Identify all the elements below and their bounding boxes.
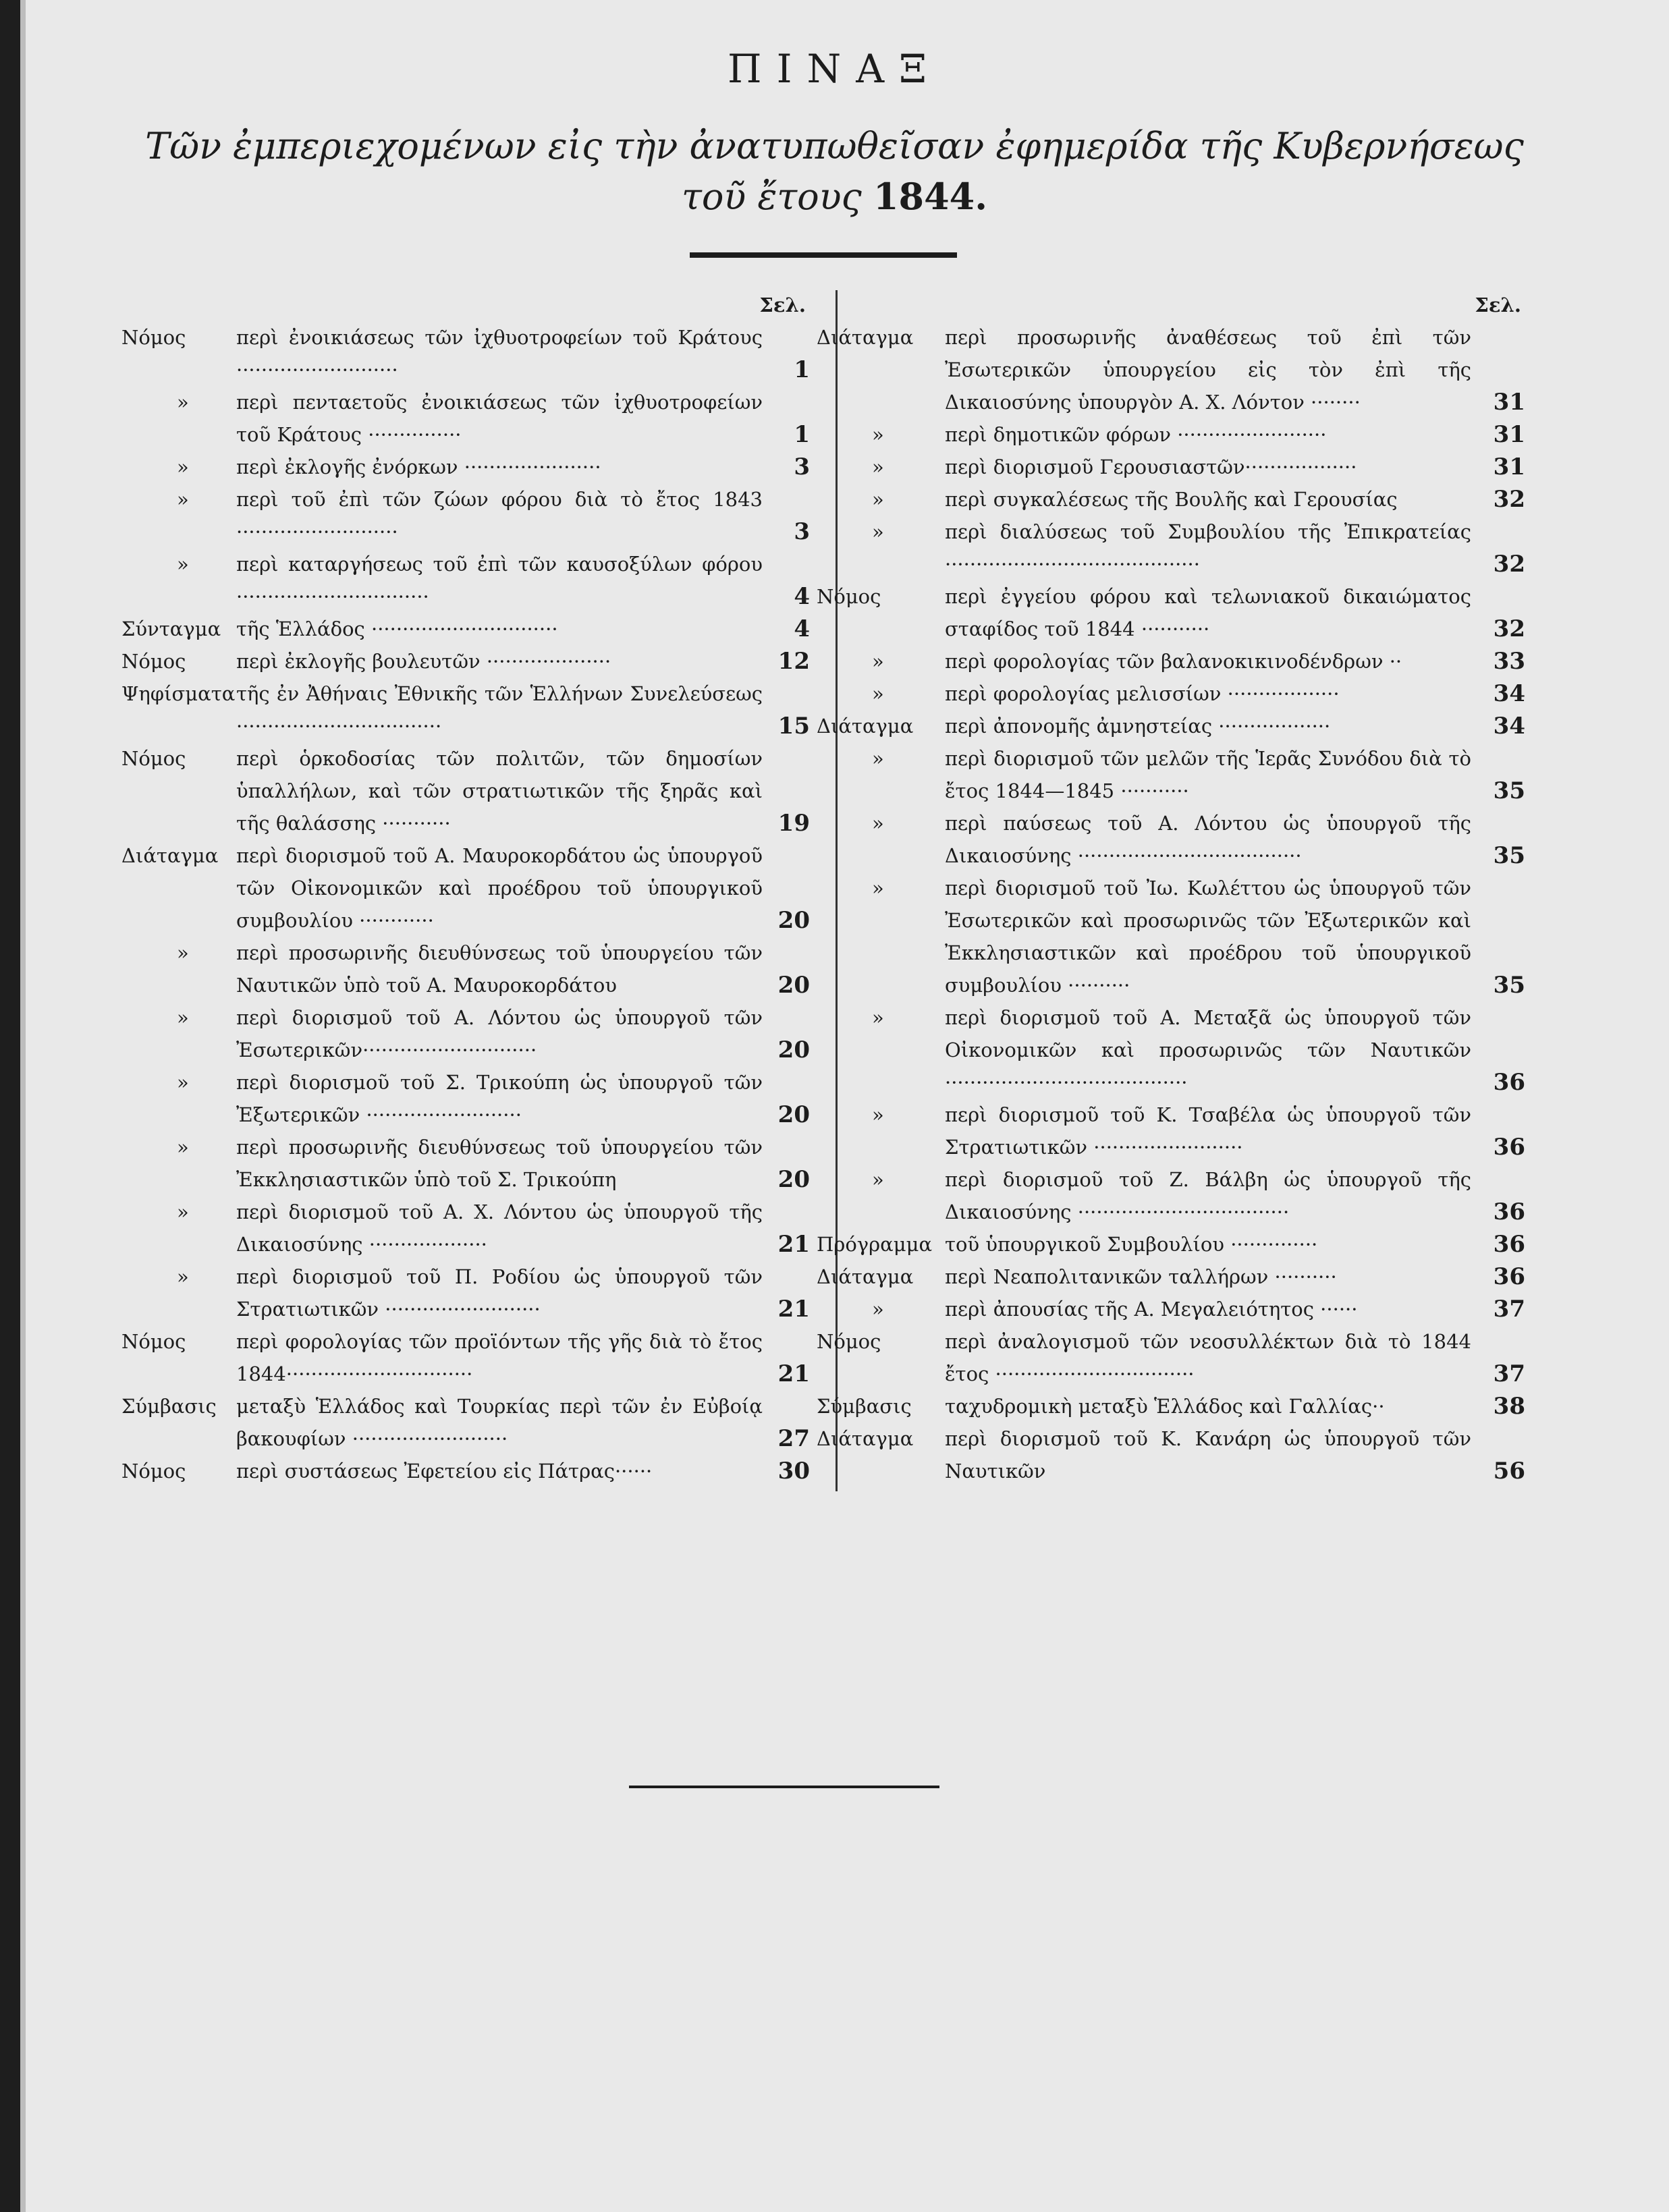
entry-kind: Νόμος (121, 650, 186, 673)
entry-kind: » (177, 1265, 189, 1288)
index-entry (817, 678, 1525, 710)
page-binding-edge (0, 0, 20, 2212)
entry-description: περὶ διορισμοῦ τοῦ Α. Λόντου ὡς ὑπουργοῦ τῶν Ἐσωτερικῶν···························· (236, 1006, 763, 1061)
page-gutter (20, 0, 26, 2212)
index-entry (817, 1099, 1525, 1163)
entry-description: περὶ ἀπονομῆς ἀμνηστείας ·················· (945, 715, 1331, 738)
entry-page-number: 32 (1493, 551, 1525, 578)
entry-page-number: 21 (777, 1231, 810, 1258)
entry-kind: » (177, 553, 189, 576)
entry-kind: Ψηφίσματα (121, 682, 236, 705)
entry-description: περὶ ἐγγείου φόρου καὶ τελωνιακοῦ δικαιώματος σταφίδος τοῦ 1844 ··········· (945, 585, 1471, 640)
entry-description: τῆς ἐν Ἀθήναις Ἐθνικῆς τῶν Ἑλλήνων Συνελεύσεως ································· (236, 682, 763, 738)
entry-description: περὶ διορισμοῦ τοῦ Α. Μαυροκορδάτου ὡς ὑπουργοῦ τῶν Οἰκονομικῶν καὶ προέδρου τοῦ ὑπουργικοῦ συμβουλίου ············ (236, 844, 763, 932)
index-entry (817, 872, 1525, 1001)
entry-kind: » (872, 1168, 884, 1191)
index-entry (121, 386, 810, 451)
entry-page-number: 32 (1493, 615, 1525, 642)
entry-kind: » (177, 391, 189, 414)
entry-description: περὶ διορισμοῦ Γερουσιαστῶν·················· (945, 455, 1357, 478)
entry-kind: Σύμβασις (121, 1395, 217, 1418)
index-entry (121, 451, 810, 483)
index-entry (817, 516, 1525, 580)
entry-page-number: 20 (777, 907, 810, 934)
entry-page-number: 30 (777, 1458, 810, 1485)
entry-page-number: 34 (1493, 713, 1525, 740)
left-entry-list (121, 321, 810, 1487)
entry-kind: Πρόγραμμα (817, 1233, 933, 1256)
index-entry (121, 483, 810, 548)
index-entry (121, 1196, 810, 1261)
entry-page-number: 35 (1493, 842, 1525, 869)
entry-kind: Σύμβασις (817, 1395, 912, 1418)
index-entry (121, 1001, 810, 1066)
entry-page-number: 1 (794, 356, 810, 383)
index-entry (817, 580, 1525, 645)
entry-kind: » (872, 650, 884, 673)
entry-kind: » (872, 1006, 884, 1029)
entry-description: περὶ διορισμοῦ τοῦ Σ. Τρικούπη ὡς ὑπουργοῦ τῶν Ἐξωτερικῶν ························· (236, 1071, 763, 1126)
entry-description: περὶ διορισμοῦ τοῦ Α. Χ. Λόντου ὡς ὑπουργοῦ τῆς Δικαιοσύνης ··················· (236, 1200, 763, 1256)
entry-page-number: 20 (777, 972, 810, 999)
subtitle-year: 1844. (873, 175, 988, 218)
entry-page-number: 31 (1493, 453, 1525, 480)
entry-page-number: 12 (777, 648, 810, 675)
index-entry (817, 742, 1525, 807)
entry-page-number: 20 (777, 1101, 810, 1128)
entry-page-number: 20 (777, 1036, 810, 1063)
entry-description: περὶ προσωρινῆς διευθύνσεως τοῦ ὑπουργείου τῶν Ἐκκλησιαστικῶν ὑπὸ τοῦ Σ. Τρικούπη (236, 1136, 763, 1191)
entry-kind: Νόμος (121, 1330, 186, 1353)
entry-page-number: 3 (794, 453, 810, 480)
entry-kind: » (872, 423, 884, 446)
entry-page-number: 36 (1493, 1231, 1525, 1258)
entry-page-number: 31 (1493, 389, 1525, 416)
entry-page-number: 38 (1493, 1393, 1525, 1420)
index-entry (817, 451, 1525, 483)
entry-description: περὶ συστάσεως Ἐφετείου εἰς Πάτρας······ (236, 1460, 653, 1483)
index-entry (817, 645, 1525, 678)
index-entry (817, 418, 1525, 451)
entry-kind: Διάταγμα (121, 844, 219, 867)
index-entry (121, 1390, 810, 1455)
entry-kind: » (177, 1006, 189, 1029)
entry-kind: Διάταγμα (817, 1265, 914, 1288)
index-entry (121, 1325, 810, 1390)
entry-page-number: 35 (1493, 972, 1525, 999)
entry-description: περὶ ἀπουσίας τῆς Α. Μεγαλειότητος ······ (945, 1298, 1358, 1321)
entry-description: περὶ τοῦ ἐπὶ τῶν ζώων φόρου διὰ τὸ ἔτος 1843 ·························· (236, 488, 763, 543)
entry-description: περὶ δημοτικῶν φόρων ························ (945, 423, 1327, 446)
title-rule (690, 252, 957, 258)
entry-kind: » (872, 812, 884, 835)
entry-description: περὶ διορισμοῦ τῶν μελῶν τῆς Ἱερᾶς Συνόδου διὰ τὸ ἔτος 1844—1845 ··········· (945, 747, 1471, 802)
entry-description: τοῦ ὑπουργικοῦ Συμβουλίου ·············· (945, 1233, 1318, 1256)
entry-page-number: 56 (1493, 1458, 1525, 1485)
entry-kind: Νόμος (121, 747, 186, 770)
entry-page-number: 34 (1493, 680, 1525, 707)
subtitle-prefix: τοῦ ἔτους (681, 175, 862, 218)
entry-description: τῆς Ἑλλάδος ······························ (236, 617, 558, 640)
entry-description: περὶ καταργήσεως τοῦ ἐπὶ τῶν καυσοξύλων φόρου ······························· (236, 553, 763, 608)
index-entry (121, 742, 810, 839)
entry-kind: » (872, 455, 884, 478)
entry-kind: » (177, 488, 189, 511)
entry-kind: Νόμος (121, 1460, 186, 1483)
entry-kind: » (872, 520, 884, 543)
subtitle-line-2 (0, 171, 1669, 222)
entry-page-number: 37 (1493, 1296, 1525, 1323)
entry-kind: » (177, 1071, 189, 1094)
entry-page-number: 36 (1493, 1198, 1525, 1225)
entry-page-number: 20 (777, 1166, 810, 1193)
index-entry (817, 710, 1525, 742)
entry-page-number: 36 (1493, 1263, 1525, 1290)
entry-kind: » (872, 488, 884, 511)
entry-kind: Σύνταγμα (121, 617, 221, 640)
entry-kind: Νόμος (121, 326, 186, 349)
entry-kind: » (177, 941, 189, 964)
entry-description: περὶ διορισμοῦ τοῦ Κ. Κανάρη ὡς ὑπουργοῦ τῶν Ναυτικῶν (945, 1427, 1471, 1483)
page-column-header: Σελ. (759, 294, 806, 316)
entry-description: περὶ διορισμοῦ τοῦ Κ. Τσαβέλα ὡς ὑπουργοῦ τῶν Στρατιωτικῶν ························ (945, 1103, 1471, 1159)
entry-description: περὶ φορολογίας τῶν προϊόντων τῆς γῆς διὰ τὸ ἔτος 1844······························ (236, 1330, 763, 1385)
entry-page-number: 1 (794, 421, 810, 448)
entry-kind: Διάταγμα (817, 715, 914, 738)
index-entry (817, 807, 1525, 872)
entry-page-number: 4 (794, 583, 810, 610)
index-entry (121, 613, 810, 645)
subtitle-line-1: Τῶν ἐμπεριεχομένων εἰς τὴν ἀνατυπωθεῖσαν ἐφημερίδα τῆς Κυβερνήσεως (145, 125, 1524, 167)
entry-page-number: 37 (1493, 1360, 1525, 1387)
entry-kind: Νόμος (817, 1330, 881, 1353)
page-title: ΠΙΝΑΞ (728, 46, 941, 92)
page-subtitle (0, 121, 1669, 222)
entry-description: περὶ ἀναλογισμοῦ τῶν νεοσυλλέκτων διὰ τὸ 1844 ἔτος ································ (945, 1330, 1471, 1385)
index-entry (817, 1261, 1525, 1293)
entry-description: περὶ διαλύσεως τοῦ Συμβουλίου τῆς Ἐπικρατείας ········································· (945, 520, 1471, 576)
entry-kind: » (872, 1298, 884, 1321)
entry-description: περὶ προσωρινῆς διευθύνσεως τοῦ ὑπουργείου τῶν Ναυτικῶν ὑπὸ τοῦ Α. Μαυροκορδάτου (236, 941, 763, 997)
entry-description: περὶ ἐνοικιάσεως τῶν ἰχθυοτροφείων τοῦ Κράτους ·························· (236, 326, 763, 381)
entry-kind: » (872, 682, 884, 705)
entry-description: περὶ διορισμοῦ τοῦ Π. Ροδίου ὡς ὑπουργοῦ τῶν Στρατιωτικῶν ························· (236, 1265, 763, 1321)
entry-page-number: 27 (777, 1425, 810, 1452)
page-column-header: Σελ. (1475, 294, 1521, 316)
right-entry-list (817, 321, 1525, 1487)
entry-description: περὶ φορολογίας τῶν βαλανοκικινοδένδρων ·· (945, 650, 1402, 673)
entry-description: περὶ φορολογίας μελισσίων ·················· (945, 682, 1340, 705)
closing-rule (629, 1786, 939, 1788)
index-entry (121, 839, 810, 937)
entry-page-number: 31 (1493, 421, 1525, 448)
entry-kind: » (872, 877, 884, 900)
index-entry (817, 1390, 1525, 1422)
entry-description: περὶ διορισμοῦ τοῦ Α. Μεταξᾶ ὡς ὑπουργοῦ τῶν Οἰκονομικῶν καὶ προσωρινῶς τῶν Ναυτικῶν ······································· (945, 1006, 1471, 1094)
entry-description: περὶ ὁρκοδοσίας τῶν πολιτῶν, τῶν δημοσίων ὑπαλλήλων, καὶ τῶν στρατιωτικῶν τῆς ξηρᾶς καὶ τῆς θαλάσσης ··········· (236, 747, 763, 835)
entry-description: περὶ συγκαλέσεως τῆς Βουλῆς καὶ Γερουσίας (945, 488, 1398, 511)
entry-kind: » (177, 1136, 189, 1159)
index-entry (121, 1066, 810, 1131)
entry-description: περὶ ἐκλογῆς βουλευτῶν ···················· (236, 650, 611, 673)
entry-kind: Διάταγμα (817, 326, 914, 349)
index-entry (817, 483, 1525, 516)
entry-description: ταχυδρομικὴ μεταξὺ Ἑλλάδος καὶ Γαλλίας·· (945, 1395, 1385, 1418)
entry-page-number: 21 (777, 1360, 810, 1387)
entry-description: περὶ πενταετοῦς ἐνοικιάσεως τῶν ἰχθυοτροφείων τοῦ Κράτους ··············· (236, 391, 763, 446)
entry-page-number: 35 (1493, 777, 1525, 804)
index-entry (121, 548, 810, 613)
entry-kind: » (177, 455, 189, 478)
entry-description: περὶ διορισμοῦ τοῦ Ἰω. Κωλέττου ὡς ὑπουργοῦ τῶν Ἐσωτερικῶν καὶ προσωρινῶς τῶν Ἐξωτερικῶν καὶ Ἐκκλησιαστικῶν καὶ προέδρου τοῦ ὑπουργικοῦ συμβουλίου ·········· (945, 877, 1471, 997)
entry-description: περὶ ἐκλογῆς ἐνόρκων ······················ (236, 455, 601, 478)
entry-page-number: 36 (1493, 1069, 1525, 1096)
index-entry (121, 1131, 810, 1196)
index-entry (121, 1261, 810, 1325)
index-entry (817, 1228, 1525, 1261)
entry-kind: » (872, 747, 884, 770)
entry-kind: Νόμος (817, 585, 881, 608)
index-entry (121, 321, 810, 386)
entry-page-number: 21 (777, 1296, 810, 1323)
entry-page-number: 32 (1493, 486, 1525, 513)
index-entry (817, 1422, 1525, 1487)
right-index-column (817, 289, 1525, 1487)
entry-kind: » (872, 1103, 884, 1126)
entry-description: περὶ παύσεως τοῦ Α. Λόντου ὡς ὑπουργοῦ τῆς Δικαιοσύνης ···································· (945, 812, 1471, 867)
entry-description: περὶ διορισμοῦ τοῦ Ζ. Βάλβη ὡς ὑπουργοῦ τῆς Δικαιοσύνης ·································· (945, 1168, 1471, 1223)
index-entry (121, 937, 810, 1001)
entry-page-number: 36 (1493, 1134, 1525, 1161)
entry-page-number: 19 (777, 810, 810, 837)
entry-page-number: 3 (794, 518, 810, 545)
entry-page-number: 15 (777, 713, 810, 740)
index-entry (817, 1163, 1525, 1228)
entry-page-number: 4 (794, 615, 810, 642)
index-entry (817, 321, 1525, 418)
entry-description: περὶ Νεαπολιτανικῶν ταλλήρων ·········· (945, 1265, 1337, 1288)
index-entry (121, 1455, 810, 1487)
index-entry (817, 1325, 1525, 1390)
entry-kind: » (177, 1200, 189, 1223)
index-entry (121, 678, 810, 742)
entry-page-number: 33 (1493, 648, 1525, 675)
index-entry (817, 1293, 1525, 1325)
index-entry (121, 645, 810, 678)
entry-kind: Διάταγμα (817, 1427, 914, 1450)
left-index-column (121, 289, 810, 1487)
entry-description: μεταξὺ Ἑλλάδος καὶ Τουρκίας περὶ τῶν ἐν Εὐβοίᾳ βακουφίων ························· (236, 1395, 763, 1450)
entry-description: περὶ προσωρινῆς ἀναθέσεως τοῦ ἐπὶ τῶν Ἐσωτερικῶν ὑπουργείου εἰς τὸν ἐπὶ τῆς Δικαιοσύνης ὑπουργὸν Α. Χ. Λόντον ········ (945, 326, 1471, 414)
index-entry (817, 1001, 1525, 1099)
